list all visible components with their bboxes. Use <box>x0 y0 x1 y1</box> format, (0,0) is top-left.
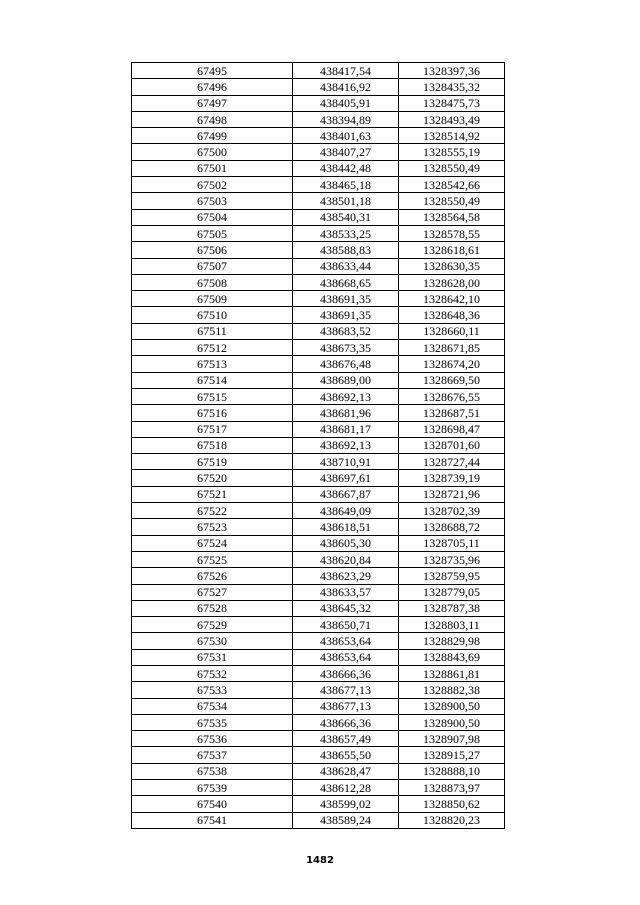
table-row <box>132 79 505 95</box>
y-coordinate-cell: 1328578,55 <box>399 225 505 241</box>
table-row <box>132 486 505 502</box>
y-coordinate-cell: 1328803,11 <box>399 617 505 633</box>
point-number-cell: 67510 <box>132 307 293 323</box>
x-coordinate-cell: 438676,48 <box>293 356 399 372</box>
x-coordinate-cell: 438645,32 <box>293 600 399 616</box>
y-coordinate-cell: 1328542,66 <box>399 177 505 193</box>
x-coordinate-cell: 438650,71 <box>293 617 399 633</box>
y-coordinate-cell: 1328475,73 <box>399 95 505 111</box>
x-coordinate-cell: 438417,54 <box>293 63 399 79</box>
x-coordinate-cell: 438692,13 <box>293 437 399 453</box>
x-coordinate-cell: 438677,13 <box>293 698 399 714</box>
y-coordinate-cell: 1328861,81 <box>399 665 505 681</box>
y-coordinate-cell: 1328705,11 <box>399 535 505 551</box>
point-number-cell: 67535 <box>132 714 293 730</box>
point-number-cell: 67502 <box>132 177 293 193</box>
point-number-cell: 67524 <box>132 535 293 551</box>
x-coordinate-cell: 438691,35 <box>293 307 399 323</box>
y-coordinate-cell: 1328648,36 <box>399 307 505 323</box>
x-coordinate-cell: 438655,50 <box>293 747 399 763</box>
x-coordinate-cell: 438533,25 <box>293 225 399 241</box>
y-coordinate-cell: 1328628,00 <box>399 274 505 290</box>
y-coordinate-cell: 1328727,44 <box>399 454 505 470</box>
point-number-cell: 67536 <box>132 731 293 747</box>
table-row <box>132 274 505 290</box>
x-coordinate-cell: 438691,35 <box>293 291 399 307</box>
point-number-cell: 67503 <box>132 193 293 209</box>
x-coordinate-cell: 438681,96 <box>293 405 399 421</box>
point-number-cell: 67513 <box>132 356 293 372</box>
table-row <box>132 111 505 127</box>
table-row <box>132 242 505 258</box>
y-coordinate-cell: 1328688,72 <box>399 519 505 535</box>
x-coordinate-cell: 438501,18 <box>293 193 399 209</box>
point-number-cell: 67506 <box>132 242 293 258</box>
x-coordinate-cell: 438683,52 <box>293 323 399 339</box>
point-number-cell: 67528 <box>132 600 293 616</box>
table-row <box>132 307 505 323</box>
point-number-cell: 67514 <box>132 372 293 388</box>
x-coordinate-cell: 438612,28 <box>293 780 399 796</box>
x-coordinate-cell: 438649,09 <box>293 503 399 519</box>
point-number-cell: 67527 <box>132 584 293 600</box>
point-number-cell: 67539 <box>132 780 293 796</box>
x-coordinate-cell: 438633,44 <box>293 258 399 274</box>
point-number-cell: 67505 <box>132 225 293 241</box>
point-number-cell: 67509 <box>132 291 293 307</box>
y-coordinate-cell: 1328882,38 <box>399 682 505 698</box>
y-coordinate-cell: 1328660,11 <box>399 323 505 339</box>
y-coordinate-cell: 1328873,97 <box>399 780 505 796</box>
point-number-cell: 67532 <box>132 665 293 681</box>
y-coordinate-cell: 1328514,92 <box>399 128 505 144</box>
x-coordinate-cell: 438673,35 <box>293 340 399 356</box>
point-number-cell: 67525 <box>132 551 293 567</box>
table-row <box>132 193 505 209</box>
x-coordinate-cell: 438588,83 <box>293 242 399 258</box>
point-number-cell: 67497 <box>132 95 293 111</box>
x-coordinate-cell: 438442,48 <box>293 160 399 176</box>
x-coordinate-cell: 438689,00 <box>293 372 399 388</box>
x-coordinate-cell: 438633,57 <box>293 584 399 600</box>
table-row <box>132 649 505 665</box>
point-number-cell: 67520 <box>132 470 293 486</box>
point-number-cell: 67498 <box>132 111 293 127</box>
table-row <box>132 291 505 307</box>
table-row <box>132 763 505 779</box>
point-number-cell: 67523 <box>132 519 293 535</box>
y-coordinate-cell: 1328735,96 <box>399 551 505 567</box>
x-coordinate-cell: 438618,51 <box>293 519 399 535</box>
table-row <box>132 437 505 453</box>
y-coordinate-cell: 1328702,39 <box>399 503 505 519</box>
y-coordinate-cell: 1328820,23 <box>399 812 505 828</box>
table-row <box>132 747 505 763</box>
table-row <box>132 698 505 714</box>
x-coordinate-cell: 438623,29 <box>293 568 399 584</box>
table-row <box>132 372 505 388</box>
x-coordinate-cell: 438407,27 <box>293 144 399 160</box>
table-row <box>132 519 505 535</box>
point-number-cell: 67534 <box>132 698 293 714</box>
table-row <box>132 388 505 404</box>
y-coordinate-cell: 1328618,61 <box>399 242 505 258</box>
table-row <box>132 714 505 730</box>
point-number-cell: 67495 <box>132 63 293 79</box>
point-number-cell: 67512 <box>132 340 293 356</box>
y-coordinate-cell: 1328888,10 <box>399 763 505 779</box>
table-row <box>132 454 505 470</box>
table-row <box>132 323 505 339</box>
table-row <box>132 258 505 274</box>
table-row <box>132 665 505 681</box>
y-coordinate-cell: 1328843,69 <box>399 649 505 665</box>
point-number-cell: 67518 <box>132 437 293 453</box>
table-row <box>132 421 505 437</box>
x-coordinate-cell: 438657,49 <box>293 731 399 747</box>
point-number-cell: 67540 <box>132 796 293 812</box>
table-row <box>132 682 505 698</box>
y-coordinate-cell: 1328555,19 <box>399 144 505 160</box>
table-row <box>132 731 505 747</box>
y-coordinate-cell: 1328900,50 <box>399 714 505 730</box>
point-number-cell: 67516 <box>132 405 293 421</box>
x-coordinate-cell: 438620,84 <box>293 551 399 567</box>
table-row <box>132 128 505 144</box>
x-coordinate-cell: 438653,64 <box>293 633 399 649</box>
y-coordinate-cell: 1328493,49 <box>399 111 505 127</box>
x-coordinate-cell: 438405,91 <box>293 95 399 111</box>
point-number-cell: 67531 <box>132 649 293 665</box>
table-row <box>132 144 505 160</box>
point-number-cell: 67517 <box>132 421 293 437</box>
table-row <box>132 633 505 649</box>
page-number: 1482 <box>306 855 334 866</box>
coordinates-table <box>131 62 505 829</box>
y-coordinate-cell: 1328721,96 <box>399 486 505 502</box>
x-coordinate-cell: 438668,65 <box>293 274 399 290</box>
table-row <box>132 225 505 241</box>
x-coordinate-cell: 438628,47 <box>293 763 399 779</box>
table-row <box>132 551 505 567</box>
table-row <box>132 617 505 633</box>
x-coordinate-cell: 438692,13 <box>293 388 399 404</box>
x-coordinate-cell: 438589,24 <box>293 812 399 828</box>
table-row <box>132 568 505 584</box>
x-coordinate-cell: 438710,91 <box>293 454 399 470</box>
point-number-cell: 67538 <box>132 763 293 779</box>
x-coordinate-cell: 438540,31 <box>293 209 399 225</box>
x-coordinate-cell: 438681,17 <box>293 421 399 437</box>
y-coordinate-cell: 1328630,35 <box>399 258 505 274</box>
y-coordinate-cell: 1328759,95 <box>399 568 505 584</box>
point-number-cell: 67530 <box>132 633 293 649</box>
x-coordinate-cell: 438465,18 <box>293 177 399 193</box>
x-coordinate-cell: 438394,89 <box>293 111 399 127</box>
x-coordinate-cell: 438666,36 <box>293 665 399 681</box>
x-coordinate-cell: 438666,36 <box>293 714 399 730</box>
y-coordinate-cell: 1328779,05 <box>399 584 505 600</box>
table-row <box>132 356 505 372</box>
table-row <box>132 63 505 79</box>
point-number-cell: 67508 <box>132 274 293 290</box>
y-coordinate-cell: 1328787,38 <box>399 600 505 616</box>
x-coordinate-cell: 438677,13 <box>293 682 399 698</box>
y-coordinate-cell: 1328550,49 <box>399 193 505 209</box>
point-number-cell: 67500 <box>132 144 293 160</box>
x-coordinate-cell: 438697,61 <box>293 470 399 486</box>
point-number-cell: 67511 <box>132 323 293 339</box>
point-number-cell: 67537 <box>132 747 293 763</box>
table-row <box>132 535 505 551</box>
x-coordinate-cell: 438599,02 <box>293 796 399 812</box>
y-coordinate-cell: 1328687,51 <box>399 405 505 421</box>
point-number-cell: 67521 <box>132 486 293 502</box>
x-coordinate-cell: 438401,63 <box>293 128 399 144</box>
table-row <box>132 812 505 828</box>
x-coordinate-cell: 438605,30 <box>293 535 399 551</box>
point-number-cell: 67533 <box>132 682 293 698</box>
coordinates-table-body <box>132 63 505 829</box>
table-row <box>132 405 505 421</box>
point-number-cell: 67522 <box>132 503 293 519</box>
y-coordinate-cell: 1328907,98 <box>399 731 505 747</box>
table-row <box>132 600 505 616</box>
table-row <box>132 796 505 812</box>
point-number-cell: 67499 <box>132 128 293 144</box>
point-number-cell: 67496 <box>132 79 293 95</box>
point-number-cell: 67529 <box>132 617 293 633</box>
point-number-cell: 67519 <box>132 454 293 470</box>
y-coordinate-cell: 1328701,60 <box>399 437 505 453</box>
point-number-cell: 67504 <box>132 209 293 225</box>
x-coordinate-cell: 438653,64 <box>293 649 399 665</box>
y-coordinate-cell: 1328739,19 <box>399 470 505 486</box>
table-row <box>132 177 505 193</box>
point-number-cell: 67501 <box>132 160 293 176</box>
table-row <box>132 780 505 796</box>
x-coordinate-cell: 438667,87 <box>293 486 399 502</box>
y-coordinate-cell: 1328550,49 <box>399 160 505 176</box>
table-row <box>132 160 505 176</box>
y-coordinate-cell: 1328669,50 <box>399 372 505 388</box>
table-row <box>132 209 505 225</box>
point-number-cell: 67541 <box>132 812 293 828</box>
y-coordinate-cell: 1328397,36 <box>399 63 505 79</box>
point-number-cell: 67526 <box>132 568 293 584</box>
y-coordinate-cell: 1328900,50 <box>399 698 505 714</box>
table-row <box>132 503 505 519</box>
table-row <box>132 95 505 111</box>
y-coordinate-cell: 1328564,58 <box>399 209 505 225</box>
y-coordinate-cell: 1328676,55 <box>399 388 505 404</box>
table-row <box>132 470 505 486</box>
y-coordinate-cell: 1328850,62 <box>399 796 505 812</box>
x-coordinate-cell: 438416,92 <box>293 79 399 95</box>
y-coordinate-cell: 1328698,47 <box>399 421 505 437</box>
point-number-cell: 67515 <box>132 388 293 404</box>
y-coordinate-cell: 1328671,85 <box>399 340 505 356</box>
y-coordinate-cell: 1328435,32 <box>399 79 505 95</box>
y-coordinate-cell: 1328674,20 <box>399 356 505 372</box>
y-coordinate-cell: 1328829,98 <box>399 633 505 649</box>
table-row <box>132 340 505 356</box>
y-coordinate-cell: 1328642,10 <box>399 291 505 307</box>
point-number-cell: 67507 <box>132 258 293 274</box>
y-coordinate-cell: 1328915,27 <box>399 747 505 763</box>
table-row <box>132 584 505 600</box>
